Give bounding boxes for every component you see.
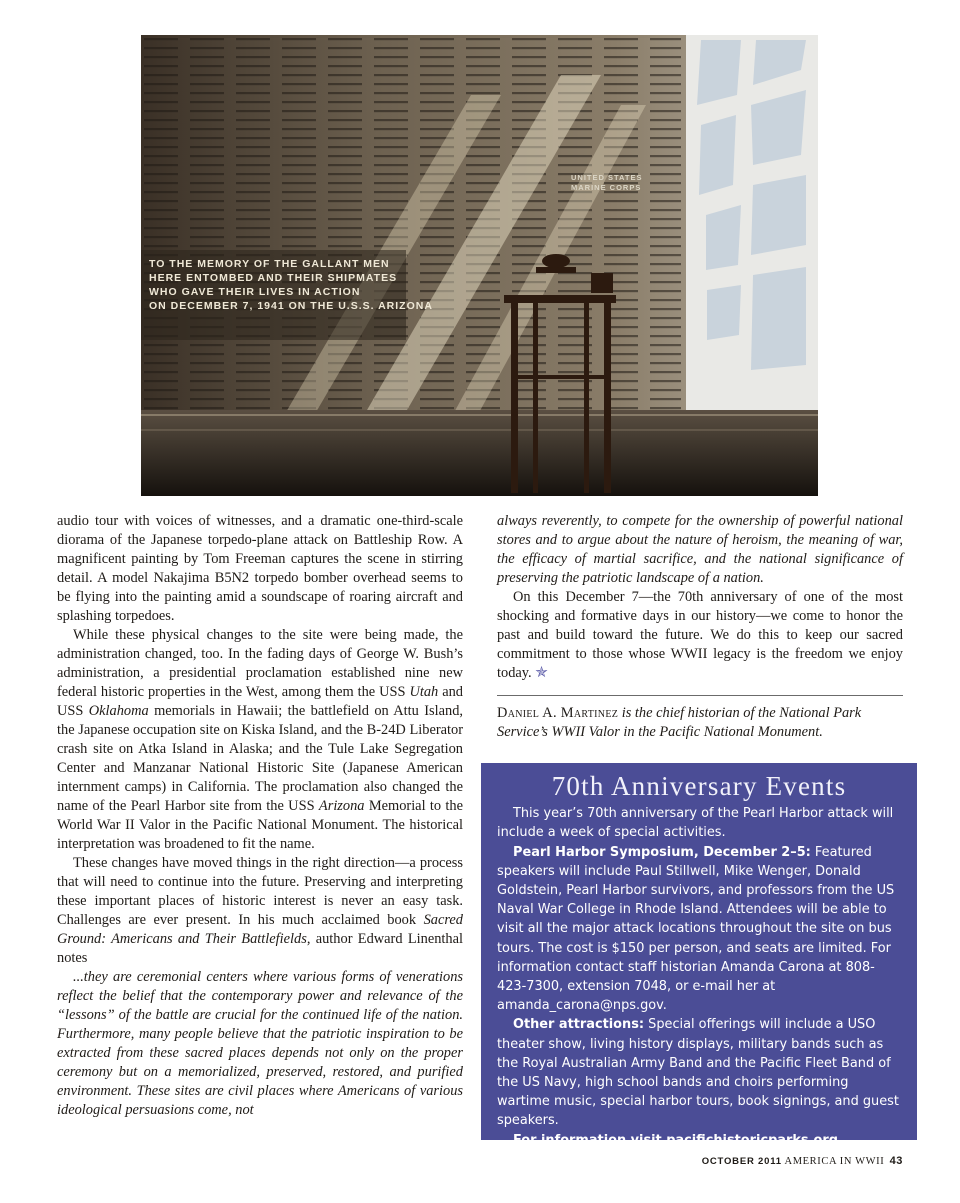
text-run: These changes have moved things in the right direction—a process that will need to continue into the future. Preserving and interpreting these important places of historic interest is never an easy task. Challenges are ever present. In his much acclaimed book bbox=[57, 855, 463, 928]
inscription-line-4: ON DECEMBER 7, 1941 ON THE U.S.S. ARIZONA bbox=[149, 300, 433, 312]
inscription-line-2: HERE ENTOMBED AND THEIR SHIPMATES bbox=[149, 272, 398, 284]
info-line bbox=[497, 1131, 901, 1150]
attractions-paragraph bbox=[497, 1015, 901, 1130]
text-run: Memorial to the World War II Valor in the Pacific National Monument. The historical interpretation was broadened to fit the name. bbox=[57, 798, 463, 852]
text-run: and USS bbox=[57, 684, 463, 719]
issue-date: OCTOBER 2011 bbox=[701, 1156, 782, 1167]
text-run: On this December 7—the 70th anniversary of one of the most shocking and formative days in our history—we come to honor the past and build toward the future. We do this to keep our sacred commitment to those whose WWII legacy is the freedom we enjoy today. bbox=[497, 589, 903, 681]
inscription-line-3: WHO GAVE THEIR LIVES IN ACTION bbox=[149, 286, 361, 298]
ship-name: Oklahoma bbox=[88, 703, 149, 719]
panel-heading-line-2: MARINE CORPS bbox=[571, 183, 642, 192]
author-bio bbox=[497, 704, 903, 742]
text-run: Special offerings will include a USO theater show, living history displays, military bands such as the Royal Australian Army Band and the Pacific Fleet Band of the US Navy, high school bands and choirs performing wartime music, special harbor tours, book signings, and guest speakers. bbox=[497, 1017, 899, 1129]
text-run: Featured speakers will include Paul Stillwell, Mike Wenger, Donald Goldstein, Pearl Harbor survivors, and professors from the US Naval War College in Rhode Island. Attendees will be able to visit all the major attack locations throughout the site on bus tours. The cost is $150 per person, and seats are limited. For information contact staff historian Amanda Carona at 808-423-7300, extension 7048, or e-mail her at amanda_carona@nps.gov. bbox=[497, 844, 895, 1014]
article-column-left bbox=[57, 512, 463, 1120]
article-paragraph: audio tour with voices of witnesses, and a dramatic one-third-scale diorama of the Japanese torpedo-plane attack on Battleship Row. A magnificent painting by Tom Freeman captures the scene in stirring detail. A model Nakajima B5N2 torpedo bomber overhead seems to be flying into the painting amid a soundscape of roaring aircraft and splashing torpedoes. bbox=[57, 513, 463, 624]
panel-heading-line-1: UNITED STATES bbox=[571, 173, 643, 182]
book-title: Sacred Ground: Americans and Their Battlefields bbox=[57, 912, 463, 947]
article-paragraph bbox=[57, 854, 463, 968]
page-number: 43 bbox=[889, 1155, 903, 1167]
text-run: is the chief historian of the National Park Service’s WWII Valor in the Pacific National Monument. bbox=[497, 705, 862, 740]
info-link[interactable]: For information visit pacifichistoricparks.org bbox=[513, 1132, 838, 1148]
symposium-paragraph bbox=[497, 843, 901, 1016]
symposium-label: Pearl Harbor Symposium, December 2–5: bbox=[513, 844, 811, 860]
memorial-wall-image bbox=[141, 35, 818, 496]
block-quote-continued: always reverently, to compete for the ownership of powerful national stores and to argue about the nature of heroism, the meaning of war, the efficacy of martial sacrifice, and the national significance of preserving the patriotic landscape of a nation. bbox=[497, 513, 903, 586]
article-column-right bbox=[497, 512, 903, 742]
block-quote: ...they are ceremonial centers where various forms of venerations reflect the belief that the contemporary power and relevance of the “lessons” of the battle are crucial for the continued life of the nation. Furthermore, many people believe that the patriotic inspiration to be extracted from these sacred places depends not only on the proper ceremony but on a memorialized, preserved, restored, and purified environment. These sites are civil places where Americans of various ideological persuasions come, not bbox=[57, 969, 463, 1118]
ship-name: Arizona bbox=[318, 798, 365, 814]
divider bbox=[497, 695, 903, 696]
page-footer bbox=[702, 1155, 903, 1167]
sidebar-title: 70th Anniversary Events bbox=[551, 771, 847, 801]
attractions-label: Other attractions: bbox=[513, 1017, 645, 1033]
text-run: While these physical changes to the site were being made, the administration changed, too. In the fading days of George W. Bush’s administration, a presidential proclamation established nine new federal historic properties in the West, among them the USS bbox=[57, 627, 463, 700]
sidebar-intro: This year’s 70th anniversary of the Pearl Harbor attack will include a week of special activities. bbox=[497, 806, 894, 841]
memorial-shrine-photo bbox=[141, 35, 818, 496]
text-run: memorials in Hawaii; the battlefield on Attu Island, the Japanese occupation site on Kiska Island, and the B-24D Liberator crash site on Atka Island in Alaska; and the Tule Lake Segregation Center and Manzanar National Historic Site (Japanese American internment camps) in California. The proclamation also changed the name of the Pearl Harbor site from the USS bbox=[57, 703, 463, 814]
events-sidebar bbox=[481, 763, 917, 1148]
author-name: Daniel A. Martinez bbox=[497, 705, 619, 721]
inscription-line-1: TO THE MEMORY OF THE GALLANT MEN bbox=[149, 258, 390, 270]
magazine-name: AMERICA IN WWII bbox=[784, 1156, 885, 1167]
ship-name: Utah bbox=[409, 684, 439, 700]
article-paragraph bbox=[57, 626, 463, 854]
text-run: , author Edward Linenthal notes bbox=[57, 931, 463, 966]
end-star-icon: ✯ bbox=[535, 665, 548, 681]
article-paragraph bbox=[497, 588, 903, 683]
